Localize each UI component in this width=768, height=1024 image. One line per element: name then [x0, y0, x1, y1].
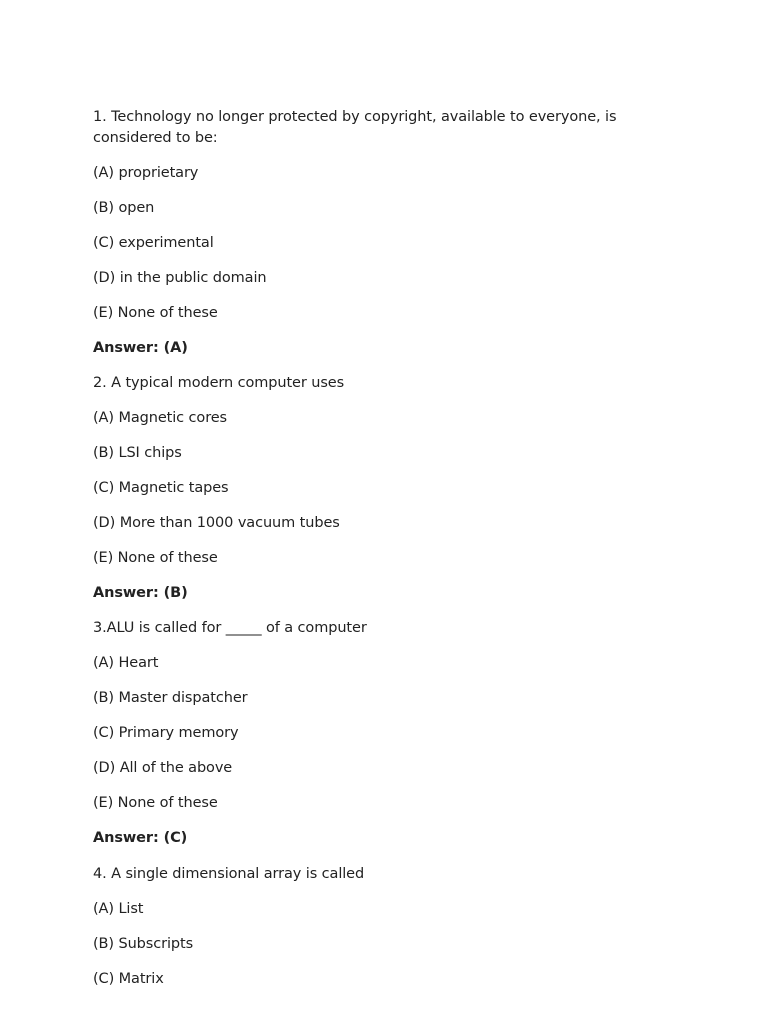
question-3-option-a: (A) Heart — [93, 655, 159, 671]
question-1-option-e: (E) None of these — [93, 305, 218, 321]
question-4-text: 4. A single dimensional array is called — [93, 866, 365, 882]
question-4-option-c: (C) Matrix — [93, 971, 164, 987]
question-2-option-d: (D) More than 1000 vacuum tubes — [93, 515, 340, 531]
question-2-option-b: (B) LSI chips — [93, 445, 182, 461]
question-1-option-b: (B) open — [93, 200, 155, 216]
question-1-option-c: (C) experimental — [93, 235, 214, 251]
question-1-option-d: (D) in the public domain — [93, 270, 267, 286]
question-3-option-d: (D) All of the above — [93, 760, 233, 776]
question-1-answer: Answer: (A) — [93, 340, 188, 356]
question-2-answer: Answer: (B) — [93, 585, 188, 601]
question-3-answer: Answer: (C) — [93, 830, 188, 846]
question-3-text: 3.ALU is called for _____ of a computer — [93, 620, 367, 636]
question-1-text: 1. Technology no longer protected by copyright, available to everyone, is considered to be: — [93, 109, 617, 146]
question-3-option-b: (B) Master dispatcher — [93, 690, 248, 706]
question-2-option-c: (C) Magnetic tapes — [93, 480, 229, 496]
question-4-option-a: (A) List — [93, 901, 144, 917]
question-1-option-a: (A) proprietary — [93, 165, 199, 181]
question-3-option-e: (E) None of these — [93, 795, 218, 811]
question-4-option-b: (B) Subscripts — [93, 936, 194, 952]
question-2-text: 2. A typical modern computer uses — [93, 375, 345, 391]
question-2-option-a: (A) Magnetic cores — [93, 410, 228, 426]
question-2-option-e: (E) None of these — [93, 550, 218, 566]
question-3-option-c: (C) Primary memory — [93, 725, 239, 741]
